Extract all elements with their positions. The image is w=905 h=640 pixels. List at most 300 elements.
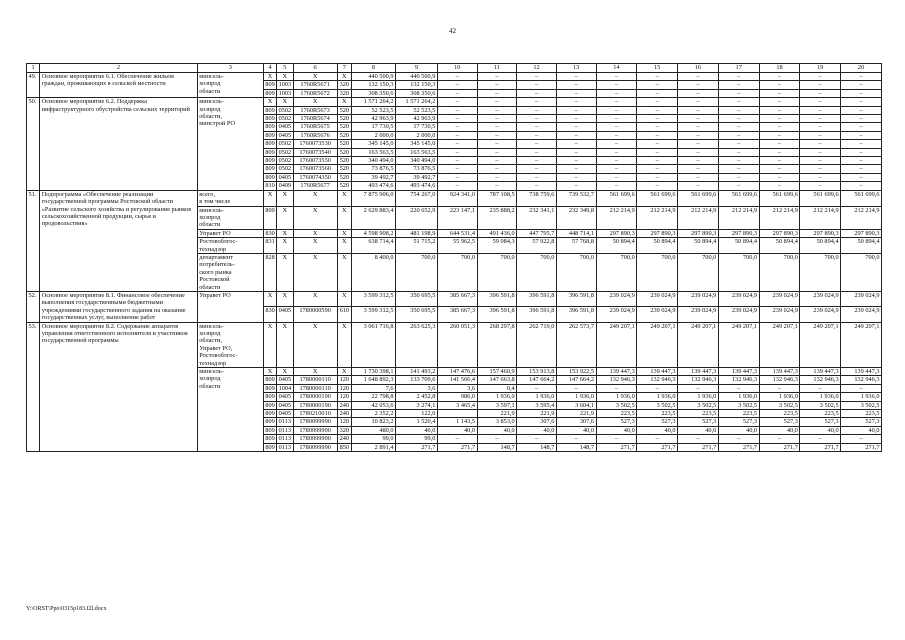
- value-cell: 520: [337, 115, 351, 123]
- value-cell: –: [437, 435, 477, 443]
- value-cell: 0405: [278, 393, 292, 401]
- value-cell: –: [678, 182, 719, 190]
- value-cell: –: [437, 148, 477, 156]
- value-cell: 1760073550: [293, 157, 337, 165]
- value-cell: 0502: [278, 115, 292, 123]
- value-cell: –: [477, 73, 517, 81]
- column-header: 19: [800, 64, 841, 73]
- value-cell: 40,0: [477, 426, 517, 434]
- value-cell: 1 936,0: [477, 393, 517, 401]
- value-cell: –: [718, 106, 759, 114]
- value-cell: 297 890,3: [637, 229, 678, 237]
- value-cell: 262 573,7: [556, 322, 596, 367]
- value-cell: 561 699,6: [759, 190, 800, 206]
- value-cell: –: [596, 157, 637, 165]
- value-cell: –: [841, 165, 882, 173]
- value-cell: 132 946,3: [841, 376, 882, 384]
- value-cell: 132 946,3: [637, 376, 678, 384]
- value-cell: 57 922,8: [517, 238, 557, 254]
- value-cell: –: [517, 148, 557, 156]
- value-cell: [437, 410, 477, 418]
- header-row: [27, 64, 882, 73]
- value-cell: X: [263, 322, 276, 367]
- value-cell: 239 024,9: [596, 291, 637, 306]
- value-cell: 385 667,3: [437, 291, 477, 306]
- value-cell: 3 061 716,8: [351, 322, 395, 367]
- value-cell: 396 591,8: [556, 291, 596, 306]
- value-cell: 809: [265, 376, 275, 384]
- value-cell: 340 494,0: [396, 157, 438, 165]
- value-cell: 924 341,0: [437, 190, 477, 206]
- value-cell: 3 502,5: [841, 401, 882, 409]
- value-cell: 0113: [277, 426, 294, 434]
- value-cell: –: [637, 98, 678, 106]
- value-cell: 40,0: [800, 426, 841, 434]
- executor-cell: минсель- хозпрод области, Управет РО, Ростовоблгос- технадзор: [197, 322, 263, 367]
- value-cell: –: [477, 106, 517, 114]
- value-cell: 0,4: [477, 384, 517, 392]
- column-header: 7: [337, 64, 351, 73]
- value-cell: –: [637, 173, 678, 181]
- value-cell: 22 798,8: [351, 393, 395, 401]
- value-cell: –: [800, 140, 841, 148]
- value-cell: 520: [337, 140, 351, 148]
- value-cell: –: [477, 140, 517, 148]
- value-cell: 239 024,9: [759, 307, 800, 322]
- value-cell: 700,0: [477, 253, 517, 291]
- value-cell: –: [800, 435, 841, 443]
- value-cell: 345 145,0: [351, 140, 395, 148]
- value-cell: –: [556, 165, 596, 173]
- executor-cell: минсель- хозпрод области: [197, 73, 263, 98]
- value-cell: 148,7: [477, 443, 517, 451]
- value-cell: 0113: [277, 435, 294, 443]
- value-cell: 520: [337, 165, 351, 173]
- value-cell: 3 274,1: [396, 401, 438, 409]
- value-cell: 520: [337, 131, 351, 139]
- value-cell: –: [556, 98, 596, 106]
- value-cell: 2 000,0: [351, 131, 395, 139]
- value-cell: –: [678, 173, 719, 181]
- value-cell: 396 591,8: [517, 307, 557, 322]
- value-cell: 1 936,0: [556, 393, 596, 401]
- value-cell: X: [337, 73, 351, 81]
- value-cell: 240: [337, 410, 351, 418]
- value-cell: 163 563,5: [396, 148, 438, 156]
- value-cell: –: [477, 148, 517, 156]
- value-cell: –: [637, 148, 678, 156]
- value-cell: 221,9: [477, 410, 517, 418]
- value-cell: 50 894,4: [800, 238, 841, 254]
- value-cell: –: [800, 173, 841, 181]
- value-cell: –: [800, 148, 841, 156]
- measure-name: Основное мероприятие 6.1. Обеспечение жильем граждан, проживающих в сельской местности: [40, 73, 198, 98]
- value-cell: –: [759, 106, 800, 114]
- column-header: 13: [556, 64, 596, 73]
- value-cell: –: [596, 173, 637, 181]
- value-cell: –: [718, 435, 759, 443]
- value-cell: 809: [265, 173, 275, 181]
- executor-cell: минсель- хозпрод области: [197, 368, 263, 452]
- value-cell: 139 447,3: [596, 368, 637, 376]
- value-cell: 153 922,5: [556, 368, 596, 376]
- value-cell: –: [437, 106, 477, 114]
- value-cell: –: [678, 140, 719, 148]
- value-cell: –: [800, 115, 841, 123]
- value-cell: 308 350,6: [396, 89, 438, 97]
- row-number: 53.: [27, 322, 40, 452]
- value-cell: X: [293, 206, 337, 229]
- value-cell: 447 795,7: [517, 229, 557, 237]
- value-cell: 132 946,3: [759, 376, 800, 384]
- value-cell: 271,7: [396, 443, 438, 451]
- value-cell: 1 143,5: [437, 418, 477, 426]
- value-cell: 1780000190: [293, 401, 337, 409]
- value-cell: –: [596, 131, 637, 139]
- row-number: 49.: [27, 73, 40, 98]
- value-cell: 42 963,9: [351, 115, 395, 123]
- value-cell: 527,3: [800, 418, 841, 426]
- value-cell: –: [759, 89, 800, 97]
- value-cell: 1003: [278, 81, 292, 89]
- value-cell: 638 714,4: [351, 238, 395, 254]
- value-cell: 212 214,9: [800, 206, 841, 229]
- value-cell: 139 447,3: [841, 368, 882, 376]
- page-number: 42: [449, 27, 456, 35]
- value-cell: –: [678, 123, 719, 131]
- value-cell: 239 024,9: [841, 291, 882, 306]
- value-cell: –: [800, 384, 841, 392]
- value-cell: –: [678, 81, 719, 89]
- value-cell: 239 024,9: [678, 291, 719, 306]
- value-cell: –: [759, 73, 800, 81]
- value-cell: 787 108,5: [477, 190, 517, 206]
- value-cell: 235 888,2: [477, 206, 517, 229]
- value-cell: 240: [337, 401, 351, 409]
- value-cell: 527,3: [596, 418, 637, 426]
- value-cell: 1760R5671: [293, 81, 337, 89]
- value-cell: –: [437, 123, 477, 131]
- value-cell: 809: [263, 206, 276, 229]
- value-cell: –: [841, 73, 882, 81]
- value-cell: 132 150,3: [351, 81, 395, 89]
- value-cell: –: [637, 157, 678, 165]
- value-cell: 1780099990: [293, 426, 337, 434]
- value-cell: 520: [337, 173, 351, 181]
- value-cell: –: [637, 106, 678, 114]
- value-cell: 809: [265, 148, 275, 156]
- value-cell: –: [800, 89, 841, 97]
- executor-cell: всего, в том числе: [197, 190, 263, 206]
- value-cell: –: [477, 165, 517, 173]
- value-cell: 493 474,6: [351, 182, 395, 190]
- value-cell: 39 492,7: [396, 173, 438, 181]
- value-cell: 481 198,9: [396, 229, 438, 237]
- column-header: 3: [197, 64, 263, 73]
- value-cell: 73 876,5: [351, 165, 395, 173]
- value-cell: 320: [337, 89, 351, 97]
- value-cell: 3 604,1: [556, 401, 596, 409]
- value-cell: X: [263, 73, 276, 81]
- row-number: 50.: [27, 98, 40, 190]
- value-cell: 239 024,9: [800, 307, 841, 322]
- executor-cell: минсель- хозпрод области, минстрой РО: [197, 98, 263, 190]
- column-header: 15: [637, 64, 678, 73]
- value-cell: 223,5: [678, 410, 719, 418]
- value-cell: 1760R5677: [293, 182, 337, 190]
- column-header: 14: [596, 64, 637, 73]
- value-cell: –: [759, 81, 800, 89]
- value-cell: –: [596, 165, 637, 173]
- executor-cell: Управет РО: [197, 229, 263, 237]
- value-cell: 828: [263, 253, 276, 291]
- executor-cell: Управет РО: [197, 291, 263, 322]
- value-cell: –: [841, 81, 882, 89]
- value-cell: 2 000,0: [396, 131, 438, 139]
- value-cell: X: [293, 190, 337, 206]
- value-cell: X: [277, 98, 294, 106]
- value-cell: 440 500,9: [351, 73, 395, 81]
- value-cell: 40,0: [556, 426, 596, 434]
- value-cell: 17 730,5: [396, 123, 438, 131]
- value-cell: X: [337, 291, 351, 306]
- value-cell: –: [637, 123, 678, 131]
- value-cell: –: [759, 173, 800, 181]
- value-cell: 50 894,4: [759, 238, 800, 254]
- value-cell: –: [718, 123, 759, 131]
- value-cell: 809: [265, 418, 275, 426]
- value-cell: –: [678, 106, 719, 114]
- value-cell: 212 214,9: [718, 206, 759, 229]
- value-cell: 340 494,0: [351, 157, 395, 165]
- value-cell: –: [637, 165, 678, 173]
- value-cell: 139 447,3: [800, 368, 841, 376]
- value-cell: 809: [265, 426, 275, 434]
- value-cell: –: [437, 81, 477, 89]
- value-cell: 809: [265, 140, 275, 148]
- value-cell: 1 936,0: [718, 393, 759, 401]
- value-cell: 40,0: [841, 426, 882, 434]
- value-cell: 147 664,2: [556, 376, 596, 384]
- value-cell: 738 759,6: [517, 190, 557, 206]
- value-cell: 1 520,4: [396, 418, 438, 426]
- value-cell: 520: [337, 157, 351, 165]
- value-cell: 40,0: [718, 426, 759, 434]
- value-cell: –: [477, 435, 517, 443]
- value-cell: –: [637, 81, 678, 89]
- value-cell: 610: [337, 307, 351, 322]
- value-cell: –: [477, 173, 517, 181]
- value-cell: 271,7: [637, 443, 678, 451]
- table-row: [27, 291, 882, 306]
- column-header: 20: [841, 64, 882, 73]
- value-cell: 700,0: [800, 253, 841, 291]
- value-cell: 396 591,8: [556, 307, 596, 322]
- value-cell: 239 024,9: [637, 291, 678, 306]
- value-cell: 50 894,4: [637, 238, 678, 254]
- value-cell: –: [800, 73, 841, 81]
- value-cell: 40,0: [396, 426, 438, 434]
- value-cell: 308 350,6: [351, 89, 395, 97]
- value-cell: 1 936,0: [517, 393, 557, 401]
- value-cell: 809: [265, 123, 275, 131]
- value-cell: –: [556, 182, 596, 190]
- value-cell: 561 699,6: [800, 190, 841, 206]
- value-cell: –: [678, 131, 719, 139]
- value-cell: 448 714,1: [556, 229, 596, 237]
- value-cell: X: [293, 238, 337, 254]
- value-cell: 99,0: [396, 435, 438, 443]
- measure-name: Подпрограмма «Обеспечение реализации государственной программы Ростовской области «Развитие сельского хозяйства и регулирование рынков сельскохозяйственной продукции, сырья и продовольствия»: [40, 190, 198, 291]
- value-cell: 700,0: [759, 253, 800, 291]
- value-cell: 271,7: [759, 443, 800, 451]
- value-cell: –: [718, 89, 759, 97]
- value-cell: 232 341,1: [517, 206, 557, 229]
- value-cell: –: [556, 123, 596, 131]
- table-row: [27, 322, 882, 367]
- value-cell: 561 699,6: [596, 190, 637, 206]
- value-cell: 320: [337, 426, 351, 434]
- value-cell: –: [556, 89, 596, 97]
- value-cell: 132 946,3: [596, 376, 637, 384]
- value-cell: –: [637, 182, 678, 190]
- value-cell: –: [759, 123, 800, 131]
- table-row: [27, 73, 882, 81]
- value-cell: X: [337, 98, 351, 106]
- value-cell: 0405: [278, 376, 292, 384]
- value-cell: 700,0: [396, 253, 438, 291]
- value-cell: 271,7: [841, 443, 882, 451]
- value-cell: 59 084,3: [477, 238, 517, 254]
- value-cell: –: [800, 165, 841, 173]
- value-cell: –: [678, 157, 719, 165]
- value-cell: 809: [265, 393, 275, 401]
- value-cell: –: [556, 115, 596, 123]
- value-cell: 120: [337, 393, 351, 401]
- value-cell: –: [678, 148, 719, 156]
- value-cell: 1760073530: [293, 140, 337, 148]
- value-cell: 249 207,1: [759, 322, 800, 367]
- value-cell: 1780099990: [293, 418, 337, 426]
- value-cell: 0405: [278, 173, 292, 181]
- value-cell: 307,6: [556, 418, 596, 426]
- value-cell: 700,0: [678, 253, 719, 291]
- value-cell: X: [293, 291, 337, 306]
- value-cell: X: [293, 253, 337, 291]
- value-cell: 212 214,9: [596, 206, 637, 229]
- value-cell: X: [337, 253, 351, 291]
- value-cell: 527,3: [718, 418, 759, 426]
- value-cell: X: [337, 190, 351, 206]
- value-cell: 40,0: [596, 426, 637, 434]
- value-cell: –: [437, 165, 477, 173]
- value-cell: 527,3: [759, 418, 800, 426]
- value-cell: –: [718, 81, 759, 89]
- value-cell: –: [477, 182, 517, 190]
- value-cell: –: [517, 173, 557, 181]
- value-cell: –: [477, 123, 517, 131]
- value-cell: 520: [337, 182, 351, 190]
- row-number: 51.: [27, 190, 40, 291]
- value-cell: 493 474,6: [396, 182, 438, 190]
- value-cell: –: [841, 98, 882, 106]
- value-cell: –: [596, 115, 637, 123]
- value-cell: 212 214,9: [678, 206, 719, 229]
- value-cell: –: [718, 182, 759, 190]
- value-cell: –: [477, 115, 517, 123]
- value-cell: 268 297,8: [477, 322, 517, 367]
- value-cell: 809: [265, 89, 275, 97]
- value-cell: 850: [337, 443, 351, 451]
- value-cell: 0405: [278, 123, 292, 131]
- value-cell: 0502: [278, 157, 292, 165]
- value-cell: 239 024,9: [718, 291, 759, 306]
- value-cell: 139 447,3: [637, 368, 678, 376]
- value-cell: 249 207,1: [678, 322, 719, 367]
- value-cell: 810: [265, 182, 275, 190]
- value-cell: –: [759, 165, 800, 173]
- value-cell: –: [596, 106, 637, 114]
- value-cell: 223,5: [637, 410, 678, 418]
- value-cell: 297 890,3: [800, 229, 841, 237]
- value-cell: 1 936,0: [637, 393, 678, 401]
- value-cell: 249 207,1: [800, 322, 841, 367]
- value-cell: 0502: [278, 148, 292, 156]
- value-cell: 809: [265, 81, 275, 89]
- value-cell: 1780000590: [293, 307, 337, 322]
- value-cell: 263 625,3: [396, 322, 438, 367]
- value-cell: 700,0: [437, 253, 477, 291]
- value-cell: 120: [337, 376, 351, 384]
- value-cell: 3,6: [396, 384, 438, 392]
- value-cell: X: [337, 229, 351, 237]
- value-cell: –: [678, 115, 719, 123]
- value-cell: 2 629 883,4: [351, 206, 395, 229]
- value-cell: 297 890,3: [678, 229, 719, 237]
- value-cell: 120: [337, 418, 351, 426]
- value-cell: –: [678, 98, 719, 106]
- value-cell: 0502: [278, 165, 292, 173]
- value-cell: –: [517, 115, 557, 123]
- value-cell: 345 145,0: [396, 140, 438, 148]
- value-cell: –: [517, 140, 557, 148]
- value-cell: 350 695,5: [396, 307, 438, 322]
- value-cell: 148,7: [517, 443, 557, 451]
- value-cell: 809: [265, 443, 275, 451]
- value-cell: –: [841, 123, 882, 131]
- value-cell: 40,0: [637, 426, 678, 434]
- column-header: 5: [277, 64, 294, 73]
- value-cell: 132 946,3: [800, 376, 841, 384]
- value-cell: 2 352,2: [351, 410, 395, 418]
- value-cell: 271,7: [596, 443, 637, 451]
- value-cell: –: [678, 73, 719, 81]
- value-cell: –: [517, 435, 557, 443]
- value-cell: 3,6: [437, 384, 477, 392]
- value-cell: 249 207,1: [596, 322, 637, 367]
- value-cell: 139 447,3: [678, 368, 719, 376]
- value-cell: 297 890,3: [759, 229, 800, 237]
- value-cell: 830: [265, 229, 275, 237]
- column-header: 16: [678, 64, 719, 73]
- value-cell: 271,7: [678, 443, 719, 451]
- value-cell: –: [759, 148, 800, 156]
- value-cell: 831: [263, 238, 276, 254]
- value-cell: 249 207,1: [841, 322, 882, 367]
- value-cell: –: [637, 140, 678, 148]
- value-cell: –: [800, 123, 841, 131]
- value-cell: 132 946,3: [718, 376, 759, 384]
